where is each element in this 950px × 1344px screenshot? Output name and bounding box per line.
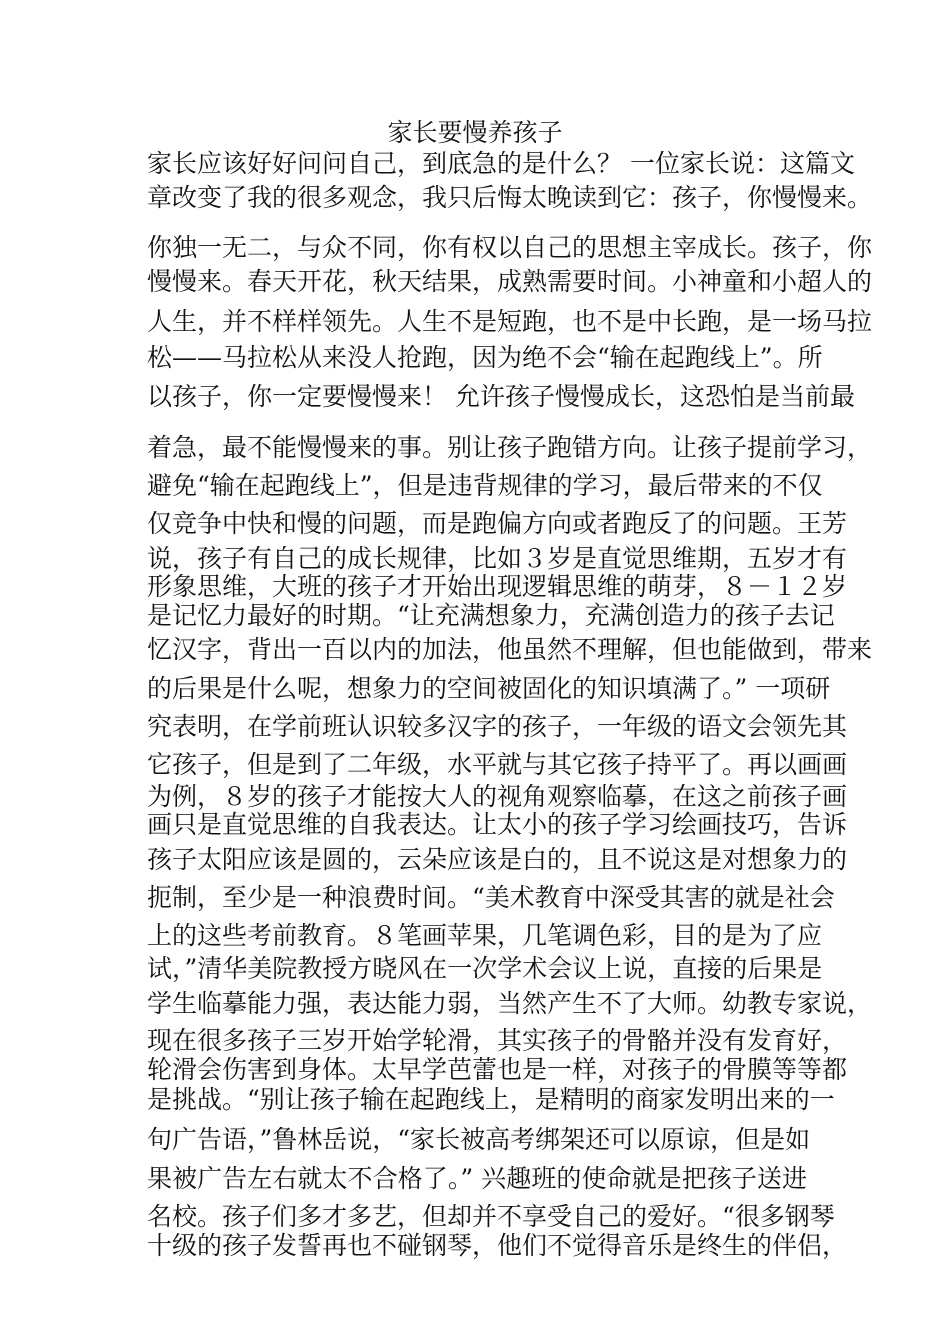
body-text-line: 是挑战。“别让孩子输在起跑线上，是精明的商家发明出来的一	[147, 1085, 835, 1114]
document-title: 家长要慢养孩子	[387, 118, 563, 147]
body-text-line: 为例，８岁的孩子才能按大人的视角观察临摹，在这之前孩子画	[147, 782, 848, 811]
body-text-line: 着急，最不能慢慢来的事。别让孩子跑错方向。让孩子提前学习，	[147, 433, 873, 462]
body-text-line: 十级的孩子发誓再也不碰钢琴，他们不觉得音乐是终生的伴侣，	[147, 1231, 848, 1260]
body-text-line: 说，孩子有自己的成长规律，比如３岁是直觉思维期，五岁才有	[147, 544, 848, 573]
body-text-line: 扼制，至少是一种浪费时间。“美术教育中深受其害的就是社会	[147, 883, 835, 912]
body-text-line: 果被广告左右就太不合格了。” 兴趣班的使命就是把孩子送进	[147, 1164, 807, 1193]
body-text-line: 形象思维，大班的孩子才开始出现逻辑思维的萌芽，８－１２岁	[147, 572, 848, 601]
body-text-line: 松——马拉松从来没人抢跑，因为绝不会“输在起跑线上”。所	[147, 343, 823, 372]
body-text-line: 画只是直觉思维的自我表达。让太小的孩子学习绘画技巧，告诉	[147, 810, 848, 839]
body-text-line: 家长应该好好问问自己，到底急的是什么？ 一位家长说：这篇文	[147, 149, 855, 178]
body-text-line: 你独一无二，与众不同，你有权以自己的思想主宰成长。孩子，你	[147, 233, 873, 262]
body-text-line: 避免“输在起跑线上”，但是违背规律的学习，最后带来的不仅	[147, 471, 823, 500]
body-text-line: 忆汉字，背出一百以内的加法，他虽然不理解，但也能做到，带来	[147, 635, 873, 664]
body-text-line: 学生临摹能力强，表达能力弱，当然产生不了大师。幼教专家说，	[147, 989, 873, 1018]
body-text-line: 是记忆力最好的时期。“让充满想象力，充满创造力的孩子去记	[147, 601, 835, 630]
body-text-line: 以孩子，你一定要慢慢来！ 允许孩子慢慢成长，这恐怕是当前最	[147, 382, 855, 411]
body-text-line: 句广告语，”鲁林岳说，“家长被高考绑架还可以原谅，但是如	[147, 1125, 811, 1154]
body-text-line: 上的这些考前教育。８笔画苹果，几笔调色彩，目的是为了应	[147, 921, 823, 950]
body-text-line: 轮滑会伤害到身体。太早学芭蕾也是一样，对孩子的骨膜等等都	[147, 1055, 848, 1084]
body-text-line: 慢慢来。春天开花，秋天结果，成熟需要时间。小神童和小超人的	[147, 267, 873, 296]
body-text-line: 名校。孩子们多才多艺，但却并不享受自己的爱好。“很多钢琴	[147, 1202, 835, 1231]
body-text-line: 究表明，在学前班认识较多汉字的孩子，一年级的语文会领先其	[147, 712, 848, 741]
body-text-line: 现在很多孩子三岁开始学轮滑，其实孩子的骨骼并没有发育好，	[147, 1026, 848, 1055]
body-text-line: 它孩子，但是到了二年级，水平就与其它孩子持平了。再以画画	[147, 750, 848, 779]
body-text-line: 章改变了我的很多观念，我只后悔太晚读到它：孩子，你慢慢来。	[147, 183, 873, 212]
body-text-line: 孩子太阳应该是圆的，云朵应该是白的，且不说这是对想象力的	[147, 845, 848, 874]
body-text-line: 的后果是什么呢，想象力的空间被固化的知识填满了。” 一项研	[147, 674, 831, 703]
body-text-line: 仅竞争中快和慢的问题，而是跑偏方向或者跑反了的问题。王芳	[147, 509, 848, 538]
body-text-line: 试，”清华美院教授方晓风在一次学术会议上说，直接的后果是	[147, 954, 823, 983]
body-text-line: 人生，并不样样领先。人生不是短跑，也不是中长跑，是一场马拉	[147, 307, 873, 336]
